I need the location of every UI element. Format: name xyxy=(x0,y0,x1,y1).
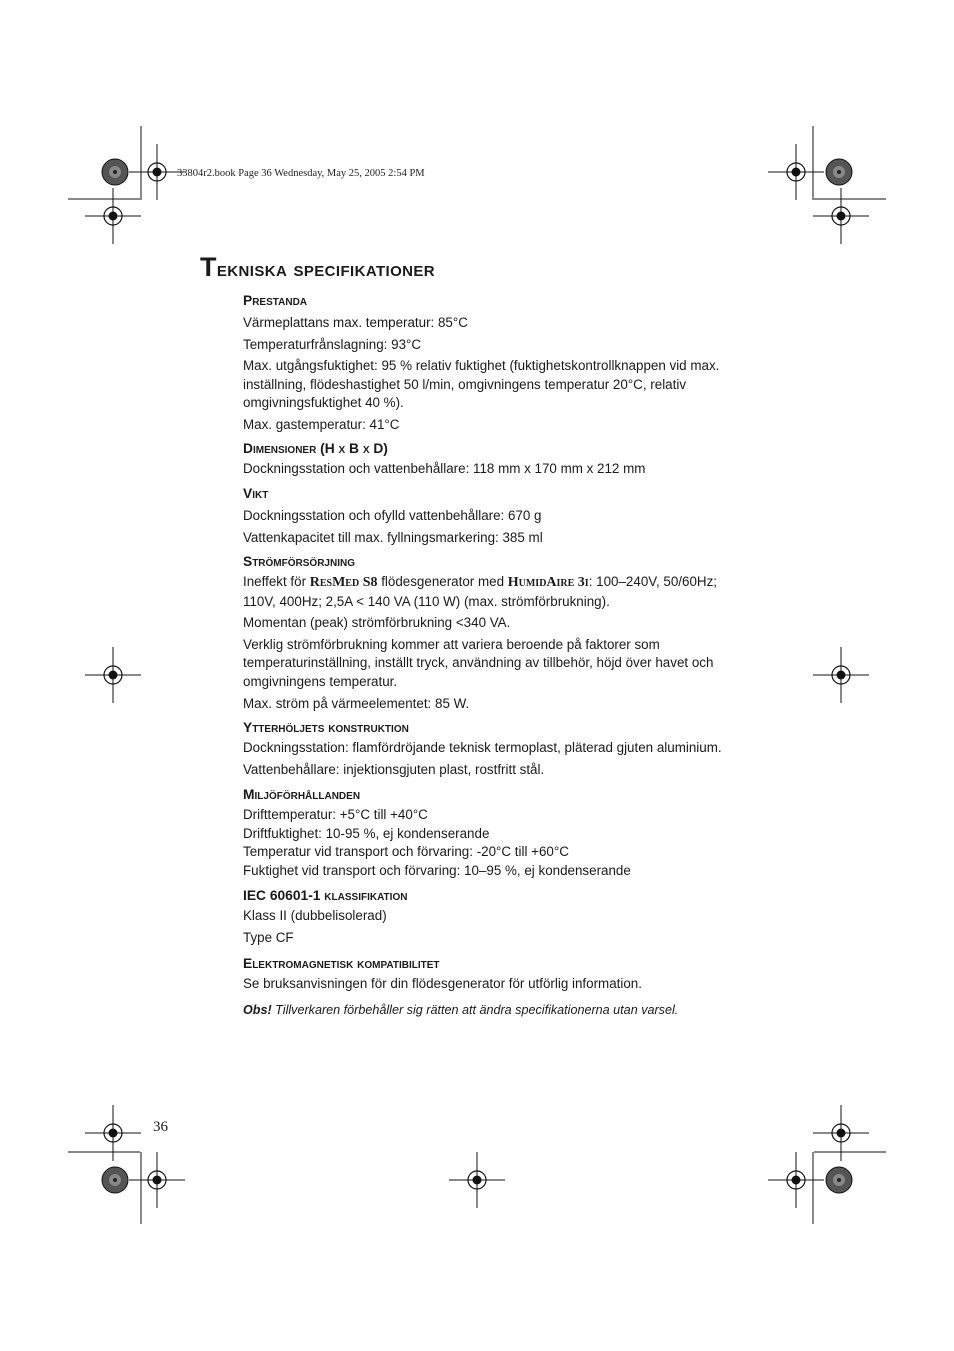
spec-line: Se bruksanvisningen för din flödesgenerator för utförlig information. xyxy=(243,976,642,991)
brand-name: ResMed S8 xyxy=(309,575,378,590)
section-dimensioner xyxy=(243,440,763,479)
spec-line: inställning, flödeshastighet 50 l/min, omgivningens temperatur 20°C, relativ xyxy=(243,376,687,392)
registration-mark-icon xyxy=(85,647,141,703)
section-heading: Ytterhöljets konstruktion xyxy=(243,720,409,735)
color-target-icon xyxy=(102,159,128,185)
registration-mark-icon xyxy=(813,1105,869,1161)
color-target-icon xyxy=(102,1167,128,1193)
spec-line: Vattenkapacitet till max. fyllningsmarkering: 385 ml xyxy=(243,529,543,545)
registration-mark-icon xyxy=(768,144,824,200)
section-ytterholje xyxy=(243,719,763,779)
section-heading: Strömförsörjning xyxy=(243,554,355,569)
spec-line: Type CF xyxy=(243,929,294,945)
note-text: Tillverkaren förbehåller sig rätten att ändra specifikationerna utan varsel. xyxy=(271,1003,679,1017)
color-target-icon xyxy=(826,1167,852,1193)
registration-mark-icon xyxy=(449,1152,505,1208)
spec-line: omgivningens temperatur. xyxy=(243,673,398,689)
page-title xyxy=(200,252,435,283)
spec-line: Vattenbehållare: injektionsgjuten plast, rostfritt stål. xyxy=(243,761,545,777)
spec-line: Max. gastemperatur: 41°C xyxy=(243,416,400,432)
spec-line: Dockningsstation och ofylld vattenbehållare: 670 g xyxy=(243,508,542,523)
registration-mark-icon xyxy=(129,1152,185,1208)
registration-mark-icon xyxy=(85,188,141,244)
registration-mark-icon xyxy=(768,1152,824,1208)
registration-mark-icon xyxy=(813,188,869,244)
page-number: 36 xyxy=(153,1119,168,1135)
section-heading: Dimensioner (H x B x D) xyxy=(243,441,388,456)
spec-line: omgivningsfuktighet 40 %). xyxy=(243,395,404,411)
section-emc xyxy=(243,955,763,994)
spec-line: Ineffekt för ResMed S8 flödesgenerator med HumidAire 3i: 100–240V, 50/60Hz; xyxy=(243,574,718,590)
title-initial: T xyxy=(200,252,217,282)
spec-line: Dockningsstation: flamfördröjande teknisk termoplast, pläterad gjuten aluminium. xyxy=(243,740,722,755)
spec-line: Momentan (peak) strömförbrukning <340 VA. xyxy=(243,615,511,631)
print-slug: 33804r2.book Page 36 Wednesday, May 25, 2005 2:54 PM xyxy=(177,168,425,179)
section-heading: Vikt xyxy=(243,486,269,501)
registration-mark-icon xyxy=(813,647,869,703)
title-rest: ekniska specifikationer xyxy=(216,258,436,281)
spec-line: Fuktighet vid transport och förvaring: 10–95 %, ej kondenserande xyxy=(243,862,631,878)
spec-line: 110V, 400Hz; 2,5A < 140 VA (110 W) (max. strömförbrukning). xyxy=(243,593,610,609)
spec-line: Verklig strömförbrukning kommer att variera beroende på faktorer som xyxy=(243,636,660,652)
section-heading: Miljöförhållanden xyxy=(243,787,361,802)
section-miljoforhallanden xyxy=(243,786,763,880)
section-heading: Prestanda xyxy=(243,293,308,308)
spec-line: Värmeplattans max. temperatur: 85°C xyxy=(243,315,468,330)
section-heading: Elektromagnetisk kompatibilitet xyxy=(243,956,440,971)
spec-line: Max. ström på värmeelementet: 85 W. xyxy=(243,695,470,711)
spec-line: Driftfuktighet: 10-95 %, ej kondenserande xyxy=(243,825,490,841)
section-prestanda xyxy=(243,292,763,435)
note xyxy=(243,1001,763,1020)
section-heading: IEC 60601-1 klassifikation xyxy=(243,888,408,903)
section-iec-klassifikation xyxy=(243,887,763,947)
section-vikt xyxy=(243,485,763,547)
spec-line: Temperatur vid transport och förvaring: -20°C till +60°C xyxy=(243,844,569,860)
spec-line: temperaturinställning, inställt tryck, användning av tillbehör, höjd över havet och xyxy=(243,655,714,671)
note-label: Obs! xyxy=(243,1003,272,1017)
spec-line: Klass II (dubbelisolerad) xyxy=(243,908,387,923)
brand-name: HumidAire 3i xyxy=(507,575,589,590)
spec-line: Max. utgångsfuktighet: 95 % relativ fuktighet (fuktighetskontrollknappen vid max. xyxy=(243,358,720,374)
spec-line: Dockningsstation och vattenbehållare: 118 mm x 170 mm x 212 mm xyxy=(243,461,646,476)
registration-mark-icon xyxy=(85,1105,141,1161)
section-stromforsorjning xyxy=(243,553,763,713)
color-target-icon xyxy=(826,159,852,185)
spec-line: Drifttemperatur: +5°C till +40°C xyxy=(243,807,428,822)
spec-line: Temperaturfrånslagning: 93°C xyxy=(243,336,422,352)
